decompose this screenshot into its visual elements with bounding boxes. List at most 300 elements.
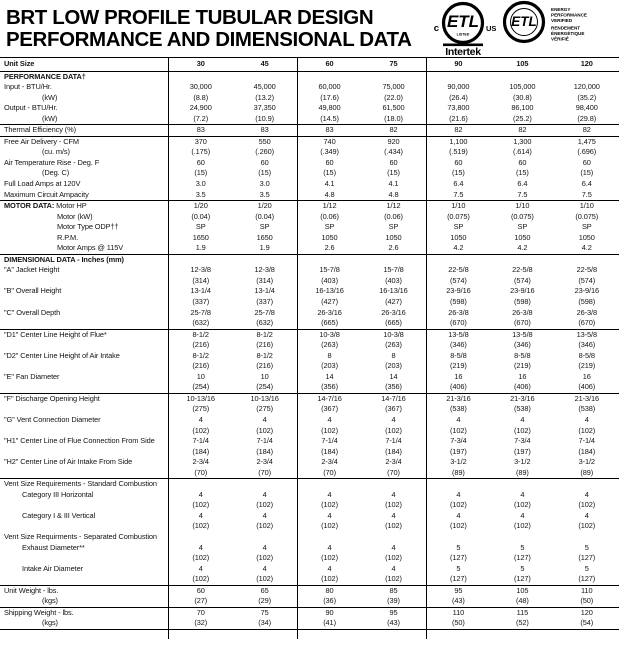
etl-energy-mark-text: ETL — [511, 14, 537, 29]
row-label: "G" Vent Connection Diameter — [4, 415, 101, 424]
table-cell: 16 — [518, 371, 527, 381]
table-cell: 2-3/4 — [385, 457, 402, 467]
table-cell: (263) — [297, 340, 361, 351]
table-cell: 15-7/8 — [383, 265, 404, 275]
table-row — [0, 490, 619, 501]
table-cell — [490, 255, 554, 266]
table-cell: 60 — [260, 157, 269, 167]
table-cell: 16 — [426, 372, 490, 383]
table-cell: (598) — [578, 296, 596, 306]
certification-logos — [423, 0, 619, 58]
table-cell: 4 — [262, 415, 267, 424]
table-cell: (15) — [515, 168, 529, 178]
table-cell: (254) — [168, 382, 232, 393]
table-cell: (36) — [297, 596, 361, 607]
table-cell: 8-5/8 — [514, 350, 531, 360]
row-label — [0, 297, 168, 308]
row-label: Input - BTU/Hr. — [4, 82, 52, 92]
table-cell: 61,500 — [382, 103, 405, 113]
table-cell: 4.1 — [297, 179, 361, 190]
table-bottom-stub — [0, 629, 619, 639]
table-cell: 120 — [580, 607, 593, 617]
table-cell: 8-5/8 — [578, 350, 595, 360]
table-cell: 4 — [297, 511, 361, 522]
table-cell: 26-3/16 — [381, 307, 406, 317]
table-cell: 1.9 — [259, 243, 270, 253]
page-title-line2: PERFORMANCE AND DIMENSIONAL DATA — [6, 27, 412, 51]
table-cell: SP — [426, 222, 490, 233]
svg-text:RENDEMENT: RENDEMENT — [551, 25, 581, 31]
etl-energy-logo — [505, 3, 588, 42]
row-label — [0, 553, 168, 564]
table-cell: (10.9) — [255, 113, 274, 123]
column-header: 75 — [389, 59, 398, 68]
table-cell: (127) — [426, 574, 490, 585]
table-cell — [168, 479, 232, 490]
table-cell: 4 — [262, 510, 267, 520]
table-cell: (30.8) — [512, 92, 532, 102]
table-cell: 26-3/8 — [512, 307, 533, 317]
table-cell: 26-3/16 — [297, 308, 361, 319]
table-cell: 14-7/16 — [297, 394, 361, 405]
row-label: Output - BTU/Hr. — [4, 103, 58, 113]
table-cell: 4 — [297, 543, 361, 554]
table-cell: (41) — [297, 618, 361, 629]
table-cell: 12-3/8 — [254, 265, 275, 275]
table-cell: 7.5 — [517, 189, 528, 199]
table-cell: 5 — [520, 563, 525, 573]
table-row — [0, 222, 619, 233]
table-cell — [232, 255, 296, 266]
table-cell: (26.4) — [426, 93, 490, 104]
table-cell: 7.5 — [581, 189, 592, 199]
table-row — [0, 511, 619, 522]
table-cell: (50) — [580, 596, 594, 606]
table-cell: 2.6 — [388, 243, 399, 253]
table-cell: (102) — [297, 500, 361, 511]
table-cell: 90 — [297, 608, 361, 619]
table-cell: (337) — [168, 297, 232, 308]
table-cell: (15) — [580, 168, 594, 178]
table-cell: 60 — [518, 157, 527, 167]
table-cell: 82 — [389, 125, 398, 135]
table-cell: (.175) — [168, 147, 232, 158]
table-cell: (203) — [385, 361, 402, 371]
table-cell: 2-3/4 — [297, 457, 361, 468]
stub-cell — [168, 630, 232, 639]
table-cell: 105,000 — [509, 82, 536, 92]
table-cell: 65 — [260, 585, 269, 595]
table-cell: (102) — [297, 521, 361, 532]
table-cell: (102) — [168, 521, 232, 532]
table-cell: 4 — [426, 490, 490, 501]
table-row — [0, 574, 619, 585]
table-cell — [168, 255, 232, 266]
table-cell: (427) — [297, 297, 361, 308]
table-cell: 3.5 — [168, 190, 232, 201]
stub-cell — [0, 630, 168, 639]
table-cell: (670) — [426, 318, 490, 329]
table-cell: 4 — [584, 489, 589, 499]
table-row — [0, 114, 619, 125]
table-cell: 13-5/8 — [576, 329, 597, 339]
table-cell — [426, 255, 490, 266]
table-cell: (.434) — [384, 147, 403, 157]
table-cell: (102) — [578, 425, 596, 435]
table-row — [0, 468, 619, 479]
table-cell: 6.4 — [426, 179, 490, 190]
table-cell: (102) — [426, 500, 490, 511]
table-cell: 1/10 — [426, 201, 490, 212]
table-cell: 4 — [520, 489, 525, 499]
table-cell: 22-5/8 — [426, 265, 490, 276]
row-label: (kgs) — [42, 618, 58, 628]
table-cell: (7.2) — [168, 114, 232, 125]
row-label: Category I & III Vertical — [22, 510, 96, 520]
table-cell: (18.0) — [384, 113, 403, 123]
table-cell: 10-13/16 — [168, 394, 232, 405]
table-cell: 4 — [168, 511, 232, 522]
table-cell: 4 — [391, 510, 396, 520]
row-label: "F" Discharge Opening Height — [4, 393, 100, 403]
table-cell: 8 — [391, 350, 396, 360]
table-cell: 1,475 — [577, 136, 596, 146]
table-row — [0, 286, 619, 297]
table-cell: (216) — [168, 340, 232, 351]
table-cell: (275) — [168, 404, 232, 415]
stub-cell — [426, 630, 490, 639]
table-cell: 3-1/2 — [514, 457, 531, 467]
table-cell: (32) — [168, 618, 232, 629]
table-cell: (48) — [515, 596, 529, 606]
table-cell: 4 — [168, 543, 232, 554]
table-cell: 10-3/8 — [297, 330, 361, 341]
table-row — [0, 564, 619, 575]
table-cell: (54) — [580, 618, 594, 628]
row-label: (kW) — [42, 113, 58, 123]
table-cell: 8-1/2 — [256, 329, 273, 339]
table-cell: 8-1/2 — [168, 351, 232, 362]
row-label — [0, 447, 168, 458]
table-row — [0, 308, 619, 319]
table-cell: 6.4 — [517, 178, 528, 188]
table-cell: (70) — [258, 467, 271, 477]
table-cell: 3.5 — [259, 189, 270, 199]
table-cell: 4 — [584, 510, 589, 520]
table-cell: 83 — [260, 125, 269, 135]
table-cell: (22.0) — [384, 92, 403, 102]
table-cell: (102) — [256, 500, 274, 510]
table-cell: (15) — [258, 168, 271, 178]
table-cell: 4 — [426, 415, 490, 426]
table-cell: 8 — [297, 351, 361, 362]
table-cell: (219) — [513, 361, 531, 371]
table-cell: 22-5/8 — [512, 265, 533, 275]
table-cell: 7-1/4 — [297, 436, 361, 447]
table-cell: 8-5/8 — [426, 351, 490, 362]
table-cell: 24,900 — [168, 103, 232, 114]
table-cell: 26-3/8 — [426, 308, 490, 319]
table-cell: (670) — [578, 318, 596, 328]
table-cell: 4.2 — [426, 243, 490, 254]
table-cell: (102) — [578, 521, 596, 531]
row-label: Full Load Amps at 120V — [4, 178, 81, 188]
svg-text:PERFORMANCE: PERFORMANCE — [551, 12, 587, 18]
table-cell: (17.6) — [297, 93, 361, 104]
table-cell: 14-7/16 — [381, 393, 406, 403]
table-cell: (102) — [385, 553, 402, 563]
table-cell: 80 — [297, 586, 361, 597]
table-cell: 4 — [584, 415, 589, 424]
table-cell: (34) — [258, 618, 271, 628]
table-row — [0, 415, 619, 426]
table-cell — [555, 479, 619, 490]
table-cell: 1050 — [514, 232, 531, 242]
table-cell: (367) — [297, 404, 361, 415]
table-cell: (8.8) — [168, 93, 232, 104]
table-row — [0, 351, 619, 362]
svg-text:ENERGY: ENERGY — [551, 7, 571, 12]
table-row — [0, 393, 619, 405]
table-cell: 2-3/4 — [168, 457, 232, 468]
table-cell: (15) — [168, 168, 232, 179]
table-cell: 4 — [168, 490, 232, 501]
table-cell: 86,100 — [511, 103, 534, 113]
table-cell: 12-3/8 — [168, 265, 232, 276]
table-cell: (39) — [387, 596, 400, 606]
table-cell: (43) — [426, 596, 490, 607]
table-cell: 4.2 — [517, 243, 528, 253]
table-cell — [555, 532, 619, 543]
table-cell: (102) — [385, 521, 402, 531]
table-cell: 21-3/16 — [574, 393, 599, 403]
table-cell: (184) — [297, 447, 361, 458]
table-cell — [490, 72, 554, 83]
table-cell: (403) — [385, 275, 402, 285]
table-cell: 8-1/2 — [256, 350, 273, 360]
table-cell — [168, 72, 232, 83]
table-cell: (127) — [578, 574, 596, 584]
table-cell: 21-3/16 — [510, 393, 535, 403]
table-cell: 105 — [516, 585, 529, 595]
table-cell: (14.5) — [297, 114, 361, 125]
row-label: DIMENSIONAL DATA - Inches (mm) — [4, 254, 124, 264]
table-cell: 70 — [168, 608, 232, 619]
table-cell: 110 — [426, 608, 490, 619]
row-label-prefix: MOTOR DATA: — [4, 201, 57, 211]
table-cell: (219) — [426, 361, 490, 372]
row-label: "H2" Center Line of Air Intake From Side — [4, 457, 133, 467]
table-cell: SP — [297, 222, 361, 233]
table-cell: 4 — [520, 415, 525, 424]
row-label — [0, 500, 168, 511]
table-cell: (25.2) — [512, 113, 532, 123]
table-cell: 95 — [389, 607, 398, 617]
table-cell: (102) — [513, 425, 531, 435]
table-cell: (406) — [578, 382, 596, 392]
etl-mark-text: ETL — [446, 12, 480, 31]
row-label: Intake Air Diameter — [22, 563, 83, 573]
table-cell: 1050 — [297, 233, 361, 244]
column-header: 30 — [168, 58, 232, 71]
table-cell: 85 — [389, 585, 398, 595]
table-cell: 1/20 — [257, 201, 272, 211]
table-row — [0, 265, 619, 276]
table-cell: (21.6) — [426, 114, 490, 125]
row-label: Category III Horizontal — [22, 489, 94, 499]
table-cell: (427) — [385, 296, 402, 306]
row-label: Exhaust Diameter** — [22, 542, 85, 552]
table-row — [0, 147, 619, 158]
table-cell: 7-1/4 — [256, 436, 273, 446]
table-cell: 60 — [168, 586, 232, 597]
table-cell: 2.6 — [297, 243, 361, 254]
table-cell: (203) — [297, 361, 361, 372]
table-row — [0, 329, 619, 341]
table-cell: (27) — [168, 596, 232, 607]
table-cell: (102) — [385, 425, 402, 435]
table-cell: (29.8) — [577, 113, 597, 123]
table-cell: (314) — [256, 275, 274, 285]
row-label — [0, 318, 168, 329]
table-cell: 14 — [389, 371, 398, 381]
table-row — [0, 254, 619, 266]
table-row — [0, 447, 619, 458]
table-row — [0, 124, 619, 136]
table-cell: SP — [581, 222, 592, 232]
table-cell: 1/10 — [515, 201, 530, 211]
table-cell: 82 — [426, 125, 490, 136]
table-cell: 4.8 — [388, 189, 399, 199]
table-row — [0, 136, 619, 148]
table-cell: 1/20 — [168, 201, 232, 212]
table-row — [0, 233, 619, 244]
table-row — [0, 103, 619, 114]
table-cell: (102) — [513, 500, 531, 510]
table-row — [0, 436, 619, 447]
table-cell: (406) — [426, 382, 490, 393]
table-cell: (0.075) — [510, 211, 534, 221]
stub-cell — [490, 630, 554, 639]
table-cell: 10-13/16 — [250, 393, 279, 403]
row-label: (kgs) — [42, 596, 58, 606]
table-cell: (50) — [426, 618, 490, 629]
table-cell: 550 — [258, 136, 271, 146]
table-cell: 1,100 — [426, 137, 490, 148]
table-cell: 10-3/8 — [383, 329, 404, 339]
table-cell: 1650 — [256, 232, 273, 242]
table-cell: 4 — [297, 564, 361, 575]
table-cell: 1050 — [578, 232, 595, 242]
table-cell: 1/12 — [297, 201, 361, 212]
table-cell: (406) — [513, 382, 531, 392]
table-cell: (102) — [168, 426, 232, 437]
table-cell: (184) — [256, 446, 274, 456]
table-cell — [426, 72, 490, 83]
table-cell: (184) — [168, 447, 232, 458]
table-cell: (337) — [256, 296, 274, 306]
table-row — [0, 500, 619, 511]
table-cell: 13-1/4 — [168, 286, 232, 297]
table-cell: 10 — [260, 371, 269, 381]
table-cell: (219) — [578, 361, 596, 371]
row-label: "A" Jacket Height — [4, 265, 60, 275]
table-cell: (.614) — [512, 147, 532, 157]
etl-logos-graphic — [423, 0, 619, 58]
table-cell: 10 — [168, 372, 232, 383]
row-label: Air Temperature Rise - Deg. F — [4, 157, 100, 167]
table-cell: 1050 — [426, 233, 490, 244]
table-cell: (102) — [385, 574, 402, 584]
row-label: MOTOR DATA: Motor HP — [4, 201, 87, 211]
table-row — [0, 190, 619, 201]
svg-text:VERIFIED: VERIFIED — [551, 18, 573, 23]
table-cell: 23-9/16 — [426, 286, 490, 297]
row-label: "D2" Center Line Height of Air Intake — [4, 350, 120, 360]
table-row — [0, 521, 619, 532]
table-cell: (263) — [385, 340, 402, 350]
row-label: (Deg. C) — [42, 168, 70, 178]
table-cell: (127) — [426, 553, 490, 564]
table-cell: 49,800 — [297, 103, 361, 114]
table-cell: 1050 — [385, 232, 402, 242]
page-title — [6, 7, 412, 50]
table-row — [0, 82, 619, 93]
table-cell — [297, 532, 361, 543]
table-cell: (346) — [513, 340, 531, 350]
table-cell: (598) — [426, 297, 490, 308]
table-cell: 370 — [168, 137, 232, 148]
table-cell: (216) — [168, 361, 232, 372]
table-cell: 21-3/16 — [426, 394, 490, 405]
table-cell: 83 — [168, 125, 232, 136]
table-row — [0, 276, 619, 287]
row-label — [0, 382, 168, 393]
table-cell — [297, 72, 361, 83]
table-cell: (0.06) — [297, 212, 361, 223]
table-cell: 23-9/16 — [510, 286, 535, 296]
table-row — [0, 585, 619, 597]
table-cell — [490, 532, 554, 543]
row-label — [0, 521, 168, 532]
table-cell: (356) — [385, 382, 402, 392]
table-cell: 22-5/8 — [576, 265, 597, 275]
table-cell: (538) — [578, 404, 596, 414]
table-row — [0, 297, 619, 308]
table-cell: (574) — [578, 275, 596, 285]
row-label: Motor Type ODP†† — [57, 222, 119, 232]
table-cell: (127) — [513, 553, 531, 563]
table-cell: (598) — [513, 296, 531, 306]
table-cell: (102) — [297, 426, 361, 437]
table-cell: 1/10 — [579, 201, 594, 211]
table-cell: (89) — [515, 467, 529, 477]
table-cell: (184) — [578, 446, 596, 456]
table-cell: (632) — [256, 318, 274, 328]
row-label — [0, 404, 168, 415]
table-cell: 1650 — [168, 233, 232, 244]
table-cell: 16-13/16 — [379, 286, 408, 296]
table-cell: (216) — [256, 340, 274, 350]
table-cell: 4 — [297, 415, 361, 426]
table-cell: (102) — [256, 425, 274, 435]
row-label: (kW) — [42, 92, 58, 102]
table-cell: 2-3/4 — [256, 457, 273, 467]
table-cell: 82 — [518, 125, 527, 135]
table-cell: 6.4 — [581, 178, 592, 188]
stub-cell — [555, 630, 619, 639]
svg-text:VÉRIFIÉ: VÉRIFIÉ — [551, 36, 569, 42]
